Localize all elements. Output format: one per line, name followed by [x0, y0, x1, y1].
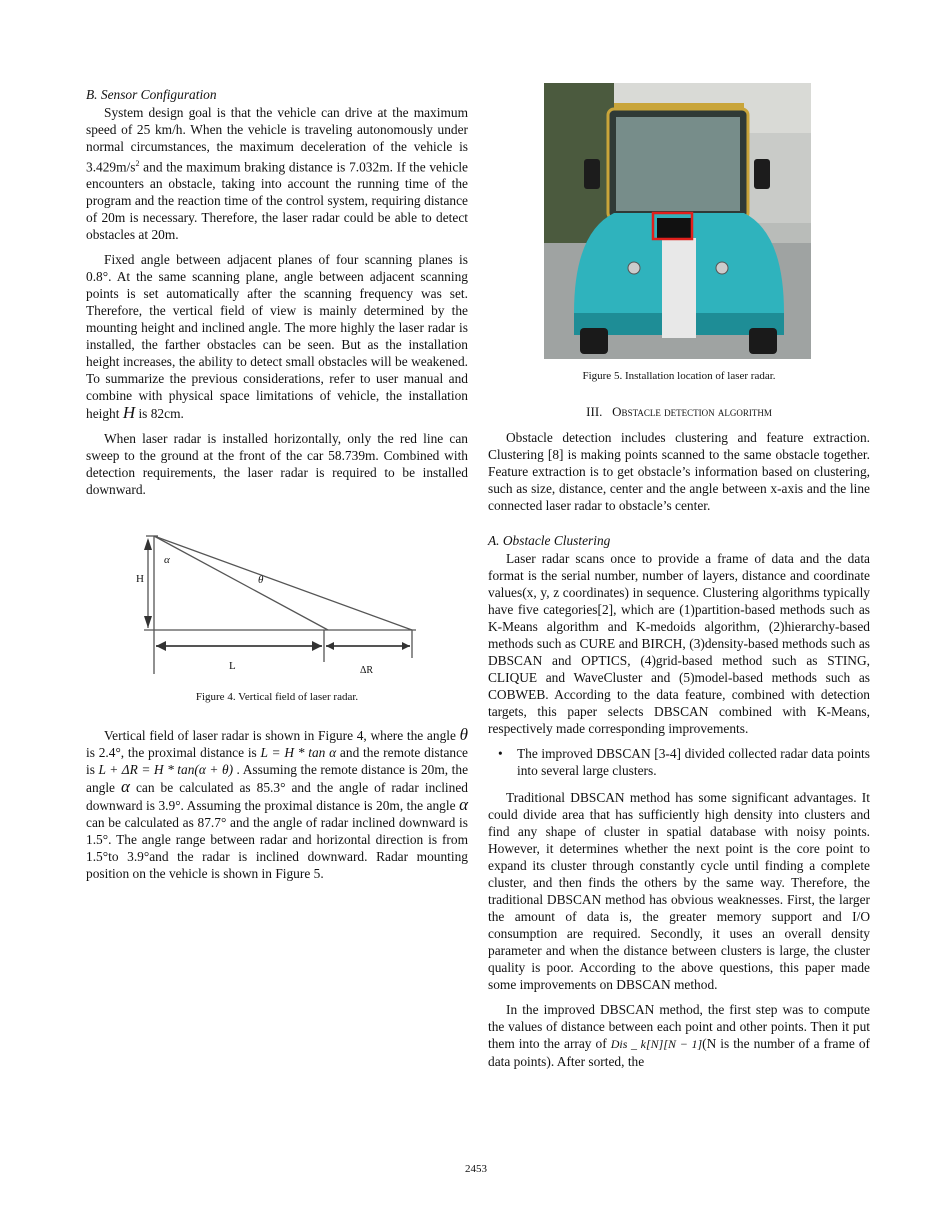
left-column: [86, 86, 468, 890]
equation-remote: L + ΔR = H * tan(α + θ): [98, 762, 234, 778]
l-arrow-right-icon: [312, 641, 322, 651]
bullet-icon: •: [498, 746, 503, 761]
label-l: L: [229, 660, 236, 673]
near-beam-line: [154, 536, 328, 630]
paragraph-vertical-field: Vertical field of laser radar is shown in Figure 4, where the angle θ is 2.4°, the proximal distance is L = H * tan α and the remote distance is L + ΔR = H * tan(α + θ) . Assuming the remote distance is 20m, the angle α can be calculated as 85.3° and the angle of radar inclined downward is 3.9°. Assuming the proximal distance is 20m, the angle α can be calculated as 87.7° and the angle of radar inclined downward is 1.5°. The angle range between radar and horizontal direction is from 1.5°to 3.9°and the radar is inclined downward. Radar mounting position on the vehicle is shown in Figure 5.: [86, 725, 469, 882]
right-column-body: [488, 429, 870, 1078]
paragraph-horizontal-install: When laser radar is installed horizontally, only the red line can sweep to the ground at the front of the car 58.739m. Combined with detection requirements, the laser radar is required to be installed downward.: [86, 431, 468, 498]
dr-arrow-left-icon: [326, 642, 334, 650]
paragraph-system-design: System design goal is that the vehicle can drive at the maximum speed of 25 km/h. When the vehicle is traveling autonomously under normal circumstances, the maximum deceleration of the vehicle is $3.429m/s^2$ and the maximum braking distance is 7.032m. If the vehicle encounters an obstacle, taking into account the running time of the program and the reaction time of the control system, requiring distance of 20m is necessary. Therefore, the laser radar could be able to detect obstacles at 20m.: [86, 105, 468, 243]
paragraph-traditional-dbscan: Traditional DBSCAN method has some significant advantages. It could divide area that has sufficiently high density into clusters and find any shape of cluster in spatial database with noisy points. However, it determines whether the next point is the core point to expand its cluster through constantly cycle until finding a complete cluster, and then finds the others by the same way. Therefore, the traditional DBSCAN method has obvious weaknesses. First, the larger the amount of data is, the greater memory support and I/O consumption are required. Secondly, it uses an overall density parameter and when the distance between clusters is large, the cluster quality is poor. According to the above questions, this paper made some improvements on DBSCAN method.: [488, 790, 870, 992]
figure-4: [86, 534, 468, 704]
section-heading-sensor-configuration: B. Sensor Configuration: [86, 87, 217, 102]
paragraph-clustering-categories: Laser radar scans once to provide a frame of data and the data format is the serial number, number of layers, distance and coordinate values(x, y, z coordinates) in sequence. Clustering algorithms typically have five categories[2], which are (1)partition-based methods such as K-Means algorithm and K-medoids algorithm, (2)hierarchy-based methods such as CURE and BIRCH, (3)density-based methods such as DBSCAN and OPTICS, (4)grid-based method such as STING, CLIQUE and WaveCluster and (5)model-based methods such as COBWEB. According to the data feature, combined with detection targets, this paper selects DBSCAN combined with K-Means, respectively made corresponding improvements.: [488, 551, 870, 736]
label-h: H: [136, 573, 144, 586]
figure-5-photo: [544, 83, 811, 359]
paragraph-scanning-planes: Fixed angle between adjacent planes of four scanning planes is 0.8°. At the same scanning plane, angle between adjacent scanning points is set automatically after the scanning frequency was set. Therefore, the vertical field of view is mainly determined by the mounting height and inclined angle. The more highly the laser radar is installed, the farther obstacles can be seen. But as the installation height increases, the ability to detect small obstacles will be weakened. To summarize the previous considerations, refer to user manual and combine with physical space limitations of vehicle, the installation height H is 82cm.: [86, 252, 468, 423]
equation-proximal: L = H * tan α: [260, 745, 337, 761]
label-delta-r: ΔR: [360, 665, 374, 677]
far-beam-line: [154, 536, 412, 630]
page-number: 2453: [465, 1163, 487, 1175]
figure-4-caption: Figure 4. Vertical field of laser radar.: [195, 691, 359, 704]
label-theta: θ: [258, 574, 264, 587]
equation-dis-k: Dis _ k[N][N − 1]: [610, 1037, 703, 1051]
paragraph-obstacle-detection: Obstacle detection includes clustering and feature extraction. Clustering [8] is making points scanned to the same obstacle together. Feature extraction is to get obstacle’s information based on clustering, such as size, distance, center and the angle between x-axis and the line connected laser radar to obstacle’s center.: [488, 430, 870, 513]
l-arrow-left-icon: [156, 641, 166, 651]
figure-5-caption: Figure 5. Installation location of laser radar.: [582, 370, 776, 382]
h-arrow-up-icon: [144, 538, 152, 550]
vehicle-illustration: [544, 83, 811, 359]
section-heading-obstacle-detection: III. Obstacle detection algorithm: [586, 404, 772, 419]
section-heading-obstacle-clustering: A. Obstacle Clustering: [488, 533, 611, 548]
label-alpha: α: [164, 554, 170, 567]
paragraph-improved-dbscan: In the improved DBSCAN method, the first step was to compute the values of distance between each point and other points. Then it put them into the array of Dis _ k[N][N − 1](N is the number of a frame of data points). After sorted, the: [488, 1002, 871, 1069]
h-arrow-down-icon: [144, 616, 152, 628]
list-item: • The improved DBSCAN [3-4] divided collected radar data points into several large clusters.: [498, 746, 870, 778]
dr-arrow-right-icon: [402, 642, 410, 650]
vertical-field-diagram: [86, 534, 468, 674]
